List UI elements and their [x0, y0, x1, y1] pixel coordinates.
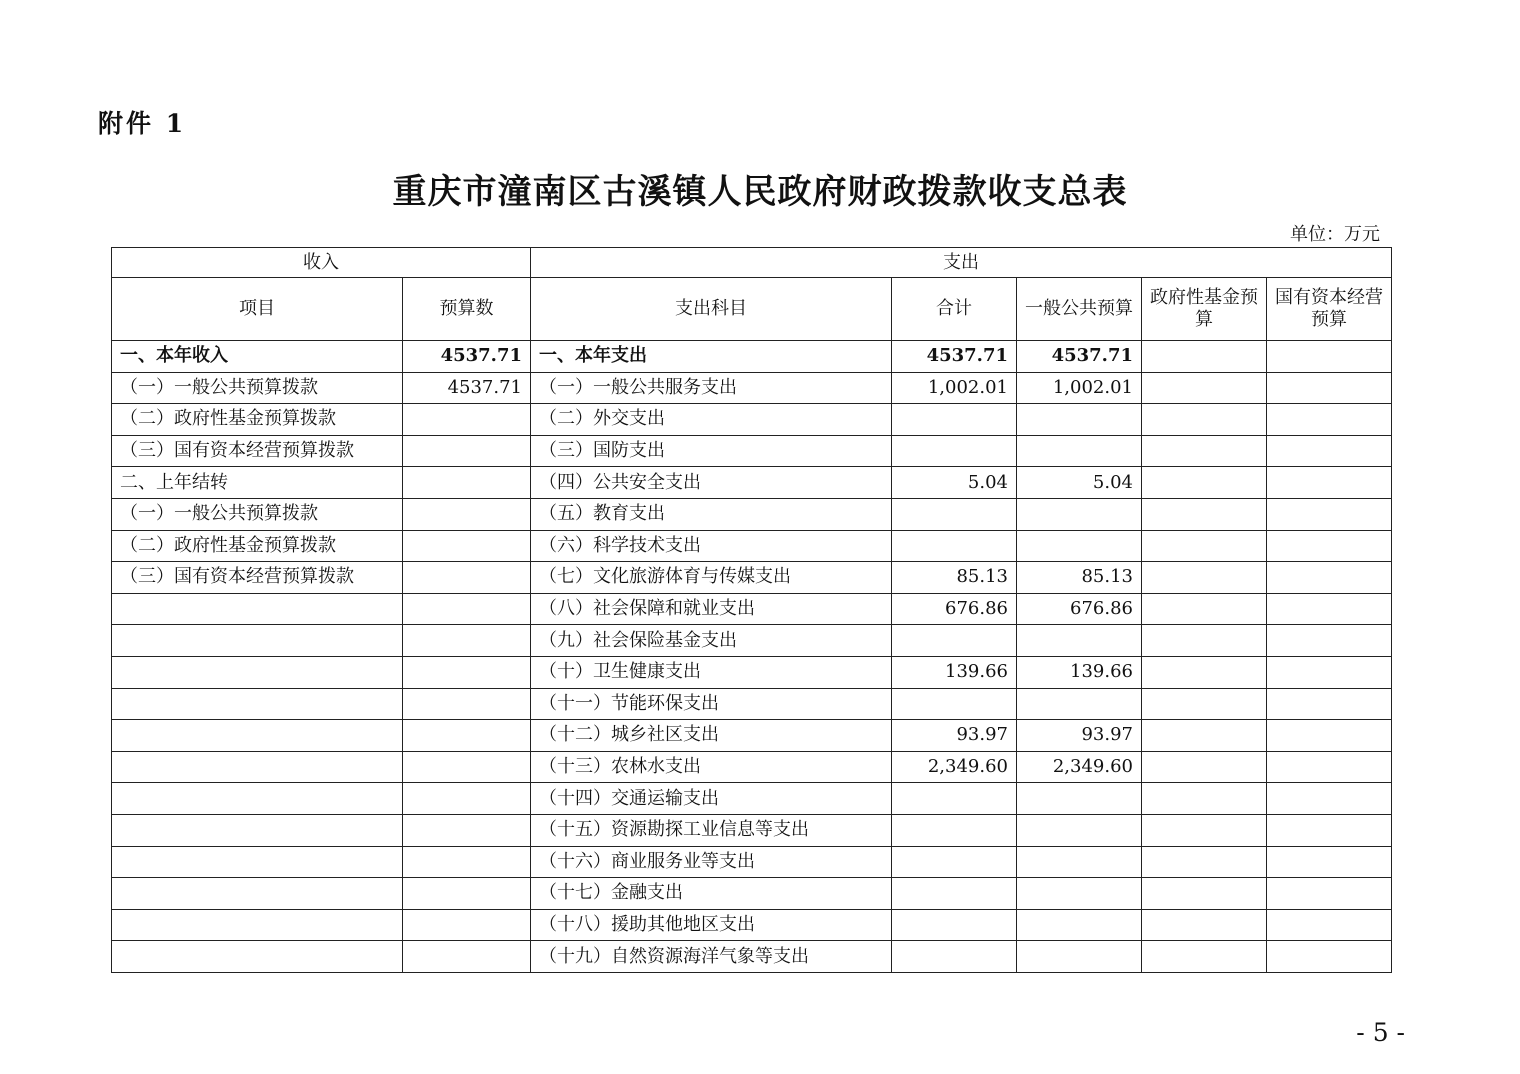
income-amount-cell: [403, 846, 531, 878]
general-budget-cell: [1017, 435, 1142, 467]
general-budget-cell: 139.66: [1017, 656, 1142, 688]
gov-fund-cell: [1142, 814, 1267, 846]
total-cell: 1,002.01: [892, 372, 1017, 404]
income-amount-cell: [403, 435, 531, 467]
state-capital-cell: [1267, 341, 1392, 373]
expense-item-cell: （九）社会保险基金支出: [531, 625, 892, 657]
expense-item-cell: （十一）节能环保支出: [531, 688, 892, 720]
total-cell: [892, 941, 1017, 973]
income-item-cell: [112, 656, 403, 688]
table-row: [112, 498, 1392, 530]
state-capital-cell: [1267, 656, 1392, 688]
state-capital-cell: [1267, 372, 1392, 404]
expense-item-cell: （八）社会保障和就业支出: [531, 593, 892, 625]
general-budget-cell: [1017, 625, 1142, 657]
table-row: [112, 341, 1392, 373]
total-cell: [892, 688, 1017, 720]
table-row: [112, 404, 1392, 436]
state-capital-cell: [1267, 593, 1392, 625]
expense-item-cell: （十二）城乡社区支出: [531, 720, 892, 752]
gov-fund-cell: [1142, 909, 1267, 941]
page-title: 重庆市潼南区古溪镇人民政府财政拨款收支总表: [392, 172, 1128, 212]
income-item-cell: [112, 688, 403, 720]
expense-item-cell: （四）公共安全支出: [531, 467, 892, 499]
total-cell: [892, 530, 1017, 562]
income-amount-cell: [403, 878, 531, 910]
total-cell: 85.13: [892, 562, 1017, 594]
group-header-row: [112, 248, 1392, 278]
income-group-header: 收入: [112, 248, 531, 278]
income-item-cell: [112, 909, 403, 941]
income-amount-cell: [403, 751, 531, 783]
income-item-cell: （三）国有资本经营预算拨款: [112, 435, 403, 467]
income-amount-cell: [403, 688, 531, 720]
income-item-cell: （一）一般公共预算拨款: [112, 372, 403, 404]
income-item-cell: [112, 846, 403, 878]
total-cell: [892, 909, 1017, 941]
table-row: [112, 751, 1392, 783]
gov-fund-cell: [1142, 625, 1267, 657]
general-budget-cell: [1017, 909, 1142, 941]
income-amount-cell: [403, 498, 531, 530]
general-budget-cell: 93.97: [1017, 720, 1142, 752]
col-header-gov-fund-budget: 政府性基金预算: [1142, 278, 1267, 341]
general-budget-cell: 676.86: [1017, 593, 1142, 625]
expense-item-cell: （十七）金融支出: [531, 878, 892, 910]
income-item-cell: [112, 783, 403, 815]
total-cell: [892, 878, 1017, 910]
table-row: [112, 783, 1392, 815]
expense-item-cell: （二）外交支出: [531, 404, 892, 436]
gov-fund-cell: [1142, 688, 1267, 720]
table-row: [112, 435, 1392, 467]
state-capital-cell: [1267, 783, 1392, 815]
table-row: [112, 562, 1392, 594]
budget-table: [111, 247, 1392, 973]
income-amount-cell: [403, 625, 531, 657]
expense-item-cell: （三）国防支出: [531, 435, 892, 467]
gov-fund-cell: [1142, 720, 1267, 752]
state-capital-cell: [1267, 878, 1392, 910]
table-row: [112, 688, 1392, 720]
expense-item-cell: （十六）商业服务业等支出: [531, 846, 892, 878]
income-item-cell: 一、本年收入: [112, 341, 403, 373]
total-cell: [892, 814, 1017, 846]
income-item-cell: [112, 625, 403, 657]
income-amount-cell: [403, 720, 531, 752]
state-capital-cell: [1267, 530, 1392, 562]
gov-fund-cell: [1142, 467, 1267, 499]
gov-fund-cell: [1142, 783, 1267, 815]
gov-fund-cell: [1142, 372, 1267, 404]
income-item-cell: （二）政府性基金预算拨款: [112, 404, 403, 436]
income-amount-cell: [403, 783, 531, 815]
expense-item-cell: （七）文化旅游体育与传媒支出: [531, 562, 892, 594]
table-row: [112, 878, 1392, 910]
income-amount-cell: 4537.71: [403, 341, 531, 373]
general-budget-cell: [1017, 530, 1142, 562]
total-cell: 2,349.60: [892, 751, 1017, 783]
total-cell: 676.86: [892, 593, 1017, 625]
table-row: [112, 720, 1392, 752]
income-amount-cell: [403, 562, 531, 594]
expense-item-cell: （十九）自然资源海洋气象等支出: [531, 941, 892, 973]
income-amount-cell: [403, 814, 531, 846]
income-item-cell: （二）政府性基金预算拨款: [112, 530, 403, 562]
total-cell: [892, 404, 1017, 436]
state-capital-cell: [1267, 751, 1392, 783]
table-row: [112, 846, 1392, 878]
expense-item-cell: （十五）资源勘探工业信息等支出: [531, 814, 892, 846]
table-row: [112, 593, 1392, 625]
state-capital-cell: [1267, 467, 1392, 499]
total-cell: [892, 435, 1017, 467]
table-row: [112, 467, 1392, 499]
total-cell: [892, 783, 1017, 815]
expense-item-cell: （十三）农林水支出: [531, 751, 892, 783]
unit-label: 单位：万元: [1290, 224, 1380, 245]
gov-fund-cell: [1142, 435, 1267, 467]
state-capital-cell: [1267, 814, 1392, 846]
col-header-expense-subject: 支出科目: [531, 278, 892, 341]
income-item-cell: 二、上年结转: [112, 467, 403, 499]
income-amount-cell: [403, 941, 531, 973]
table-row: [112, 909, 1392, 941]
state-capital-cell: [1267, 688, 1392, 720]
page-number: - 5 -: [1356, 1018, 1405, 1047]
income-amount-cell: [403, 530, 531, 562]
income-item-cell: [112, 593, 403, 625]
state-capital-cell: [1267, 498, 1392, 530]
gov-fund-cell: [1142, 593, 1267, 625]
total-cell: 139.66: [892, 656, 1017, 688]
income-item-cell: （一）一般公共预算拨款: [112, 498, 403, 530]
column-header-row: [112, 278, 1392, 341]
expense-group-header: 支出: [531, 248, 1392, 278]
state-capital-cell: [1267, 435, 1392, 467]
general-budget-cell: [1017, 688, 1142, 720]
gov-fund-cell: [1142, 878, 1267, 910]
income-item-cell: [112, 720, 403, 752]
table-row: [112, 941, 1392, 973]
total-cell: [892, 498, 1017, 530]
gov-fund-cell: [1142, 530, 1267, 562]
expense-item-cell: 一、本年支出: [531, 341, 892, 373]
state-capital-cell: [1267, 941, 1392, 973]
general-budget-cell: [1017, 941, 1142, 973]
state-capital-cell: [1267, 625, 1392, 657]
attachment-label: 附件 1: [98, 109, 187, 138]
state-capital-cell: [1267, 846, 1392, 878]
total-cell: 4537.71: [892, 341, 1017, 373]
col-header-general-budget: 一般公共预算: [1017, 278, 1142, 341]
gov-fund-cell: [1142, 846, 1267, 878]
col-header-budget-amount: 预算数: [403, 278, 531, 341]
col-header-item: 项目: [112, 278, 403, 341]
income-amount-cell: 4537.71: [403, 372, 531, 404]
expense-item-cell: （十四）交通运输支出: [531, 783, 892, 815]
gov-fund-cell: [1142, 498, 1267, 530]
income-item-cell: [112, 878, 403, 910]
gov-fund-cell: [1142, 341, 1267, 373]
income-amount-cell: [403, 467, 531, 499]
col-header-state-capital-budget: 国有资本经营预算: [1267, 278, 1392, 341]
income-item-cell: [112, 751, 403, 783]
income-amount-cell: [403, 656, 531, 688]
table-row: [112, 625, 1392, 657]
col-header-total: 合计: [892, 278, 1017, 341]
expense-item-cell: （六）科学技术支出: [531, 530, 892, 562]
expense-item-cell: （一）一般公共服务支出: [531, 372, 892, 404]
general-budget-cell: 1,002.01: [1017, 372, 1142, 404]
table-row: [112, 530, 1392, 562]
expense-item-cell: （十八）援助其他地区支出: [531, 909, 892, 941]
expense-item-cell: （五）教育支出: [531, 498, 892, 530]
gov-fund-cell: [1142, 404, 1267, 436]
total-cell: 5.04: [892, 467, 1017, 499]
state-capital-cell: [1267, 720, 1392, 752]
general-budget-cell: 5.04: [1017, 467, 1142, 499]
total-cell: [892, 625, 1017, 657]
general-budget-cell: 85.13: [1017, 562, 1142, 594]
general-budget-cell: [1017, 814, 1142, 846]
income-item-cell: （三）国有资本经营预算拨款: [112, 562, 403, 594]
general-budget-cell: [1017, 498, 1142, 530]
income-amount-cell: [403, 593, 531, 625]
income-amount-cell: [403, 909, 531, 941]
table-row: [112, 814, 1392, 846]
gov-fund-cell: [1142, 751, 1267, 783]
total-cell: [892, 846, 1017, 878]
gov-fund-cell: [1142, 562, 1267, 594]
expense-item-cell: （十）卫生健康支出: [531, 656, 892, 688]
income-item-cell: [112, 814, 403, 846]
general-budget-cell: [1017, 783, 1142, 815]
table-row: [112, 656, 1392, 688]
income-item-cell: [112, 941, 403, 973]
general-budget-cell: [1017, 846, 1142, 878]
state-capital-cell: [1267, 404, 1392, 436]
gov-fund-cell: [1142, 656, 1267, 688]
gov-fund-cell: [1142, 941, 1267, 973]
state-capital-cell: [1267, 909, 1392, 941]
state-capital-cell: [1267, 562, 1392, 594]
total-cell: 93.97: [892, 720, 1017, 752]
general-budget-cell: [1017, 404, 1142, 436]
table-row: [112, 372, 1392, 404]
general-budget-cell: 2,349.60: [1017, 751, 1142, 783]
general-budget-cell: 4537.71: [1017, 341, 1142, 373]
general-budget-cell: [1017, 878, 1142, 910]
income-amount-cell: [403, 404, 531, 436]
